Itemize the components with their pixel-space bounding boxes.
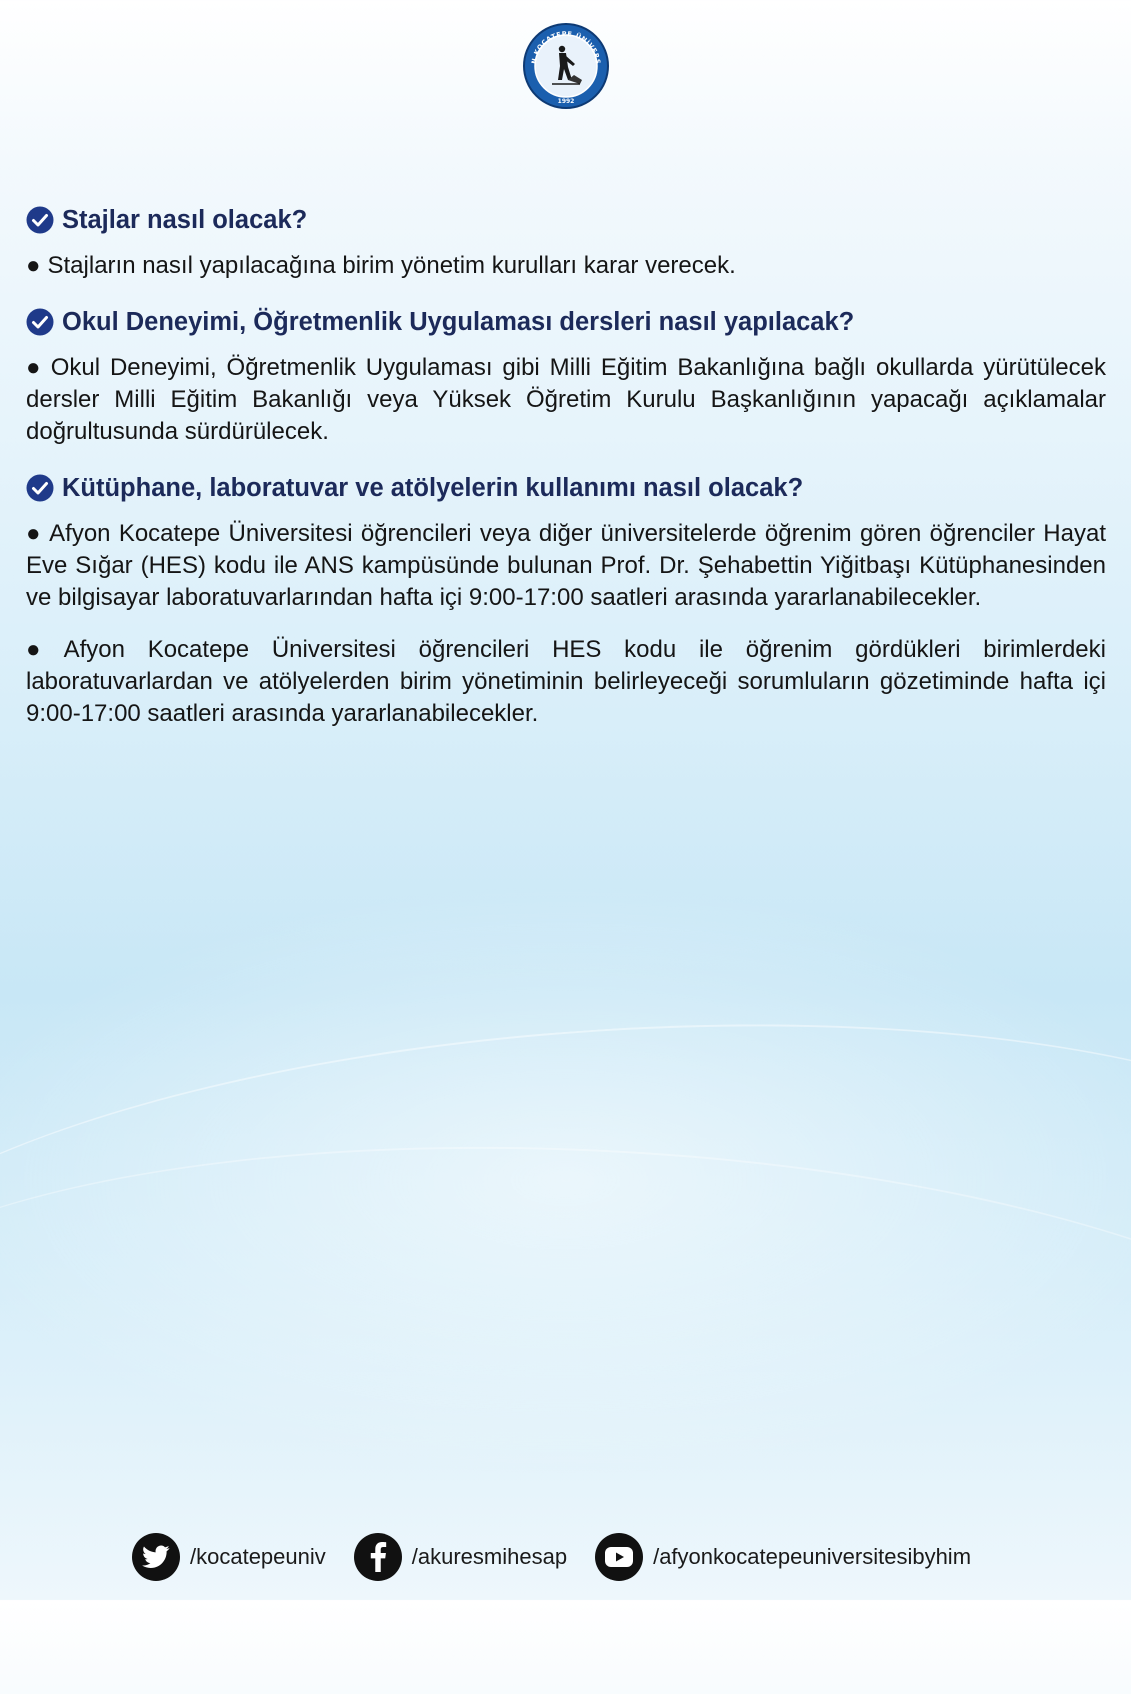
answer-paragraph: ● Afyon Kocatepe Üniversitesi öğrencileri HES kodu ile öğrenim gördükleri birimlerdeki laboratuvarlardan ve atölyelerden birim yönetiminin belirleyeceği sorumluların gözetiminde hafta içi 9:00-17:00 saatleri arasında yararlanabilecekler. (26, 636, 1106, 727)
facebook-handle[interactable]: /akuresmihesap (411, 1544, 568, 1569)
logo-name: N KOCATEPE ÜNİVERS (529, 29, 603, 65)
youtube-icon[interactable] (595, 1533, 643, 1581)
question-text: Stajlar nasıl olacak? (62, 205, 308, 234)
question-text: Kütüphane, laboratuvar ve atölyelerin kullanımı nasıl olacak? (62, 473, 804, 502)
question-heading (26, 468, 1106, 508)
bullet-icon: ● (26, 636, 57, 663)
social-footer (132, 1532, 971, 1582)
logo-year: 1992 (557, 98, 575, 105)
bullet-icon: ● (26, 520, 43, 547)
bullet-icon: ● (26, 252, 41, 279)
answer-paragraph: ● Okul Deneyimi, Öğretmenlik Uygulaması gibi Milli Eğitim Bakanlığına bağlı okullarda yürütülecek dersler Milli Eğitim Bakanlığı veya Yüksek Öğretim Kurulu Başkanlığının yapacağı açıklamalar doğrultusunda sürdürülecek. (26, 354, 1106, 445)
university-logo (522, 22, 610, 110)
check-circle-icon (26, 308, 54, 336)
faq-section-library-labs (26, 468, 1106, 730)
answer-paragraph: ● Afyon Kocatepe Üniversitesi öğrencileri veya diğer üniversitelerde öğrenim gören öğrenciler Hayat Eve Sığar (HES) kodu ile ANS kampüsünde bulunan Prof. Dr. Şehabettin Yiğitbaşı Kütüphanesinden ve bilgisayar laboratuvarlarından hafta içi 9:00-17:00 saatleri arasında yararlanabilecekler. (26, 520, 1107, 611)
twitter-icon[interactable] (132, 1533, 180, 1581)
twitter-handle[interactable]: /kocatepeuniv (190, 1544, 326, 1569)
background-wave (0, 975, 1131, 1587)
twitter-link[interactable] (132, 1533, 354, 1581)
check-circle-icon (26, 206, 54, 234)
faq-section-teaching-practice (26, 302, 1106, 448)
bullet-icon: ● (26, 354, 44, 381)
faq-section-internships (26, 200, 1106, 282)
facebook-link[interactable] (354, 1533, 595, 1581)
question-heading (26, 200, 1106, 240)
background-wave (0, 1108, 1131, 1693)
check-circle-icon (26, 474, 54, 502)
question-text: Okul Deneyimi, Öğretmenlik Uygulaması dersleri nasıl yapılacak? (62, 307, 855, 336)
answer-paragraph: ● Stajların nasıl yapılacağına birim yönetim kurulları karar verecek. (26, 252, 736, 279)
faq-content (26, 200, 1106, 750)
youtube-link[interactable] (595, 1533, 971, 1581)
question-heading (26, 302, 1106, 342)
youtube-handle[interactable]: /afyonkocatepeuniversitesibyhim (653, 1544, 972, 1569)
facebook-icon[interactable] (354, 1533, 402, 1581)
